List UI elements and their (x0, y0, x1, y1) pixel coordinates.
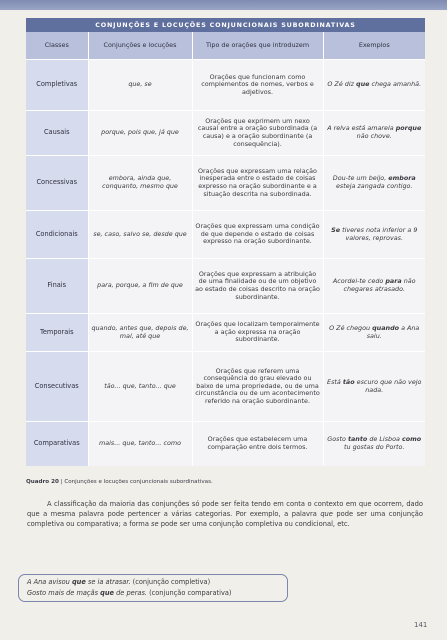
conjunction-cell: quando, antes que, depois de, mal, até que (88, 314, 192, 352)
table-grid (26, 32, 425, 466)
conjunction-cell: para, porque, a fim de que (88, 259, 192, 314)
table-row (26, 156, 425, 211)
example-cell: Dou-te um beijo, embora esteja zangada contigo. (323, 156, 425, 211)
class-cell: Condicionais (26, 211, 88, 259)
page-number: 141 (414, 621, 428, 629)
class-cell: Completivas (26, 60, 88, 111)
table-row (26, 211, 425, 259)
type-cell: Orações que funcionam como complementos de nomes, verbos e adjetivos. (192, 60, 323, 111)
conjunction-cell: tão... que, tanto... que (88, 352, 192, 422)
example-cell: Gosto tanto de Lisboa como tu gostas do Porto. (323, 422, 425, 466)
type-cell: Orações que expressam uma relação inesperada entre o estado de coisas expresso na oração subordinante e a situação descrita na subordinada. (192, 156, 323, 211)
conjunction-cell: embora, ainda que, conquanto, mesmo que (88, 156, 192, 211)
example-cell: Está tão escuro que não vejo nada. (323, 352, 425, 422)
class-cell: Causais (26, 111, 88, 156)
class-cell: Consecutivas (26, 352, 88, 422)
example-cell: A relva está amarela porque não chove. (323, 111, 425, 156)
class-cell: Comparativas (26, 422, 88, 466)
example-cell: O Zé diz que chega amanhã. (323, 60, 425, 111)
table-header-row (26, 32, 425, 60)
conjunction-cell: que, se (88, 60, 192, 111)
caption-label: Quadro 20 (26, 479, 59, 485)
table-row (26, 111, 425, 156)
type-cell: Orações que expressam uma condição de que depende o estado de coisas expresso na oração subordinante. (192, 211, 323, 259)
table-row (26, 422, 425, 466)
header-classes: Classes (26, 32, 88, 60)
class-cell: Concessivas (26, 156, 88, 211)
conjunctions-table (26, 18, 425, 466)
type-cell: Orações que exprimem um nexo causal entre a oração subordinada (a causa) e a oração subordinante (a consequência). (192, 111, 323, 156)
examples-box (18, 574, 288, 602)
body-paragraph: A classificação da maioria das conjunções só pode ser feita tendo em conta o contexto em que ocorrem, dado que a mesma palavra pode pertencer a várias categorias. Por exemplo, a palavra que pode ser uma conjunção completiva ou comparativa; a forma se pode ser uma conjunção completiva ou condicional, etc. (27, 500, 423, 528)
table-row (26, 352, 425, 422)
header-exemplos: Exemplos (323, 32, 425, 60)
header-tipo: Tipo de orações que introduzem (192, 32, 323, 60)
table-row (26, 259, 425, 314)
table-caption: Quadro 20 | Conjunções e locuções conjuncionais subordinativas. (26, 479, 213, 485)
header-conjuncoes: Conjunções e locuções (88, 32, 192, 60)
header-strip (0, 0, 447, 10)
example-cell: Acordei-te cedo para não chegares atrasado. (323, 259, 425, 314)
conjunction-cell: mais... que, tanto... como (88, 422, 192, 466)
conjunction-cell: se, caso, salvo se, desde que (88, 211, 192, 259)
caption-text: Conjunções e locuções conjuncionais subordinativas. (64, 479, 213, 485)
type-cell: Orações que referem uma consequência do grau elevado ou baixo de uma propriedade, ou de uma circunstância ou de um acontecimento referido na oração subordinante. (192, 352, 323, 422)
type-cell: Orações que localizam temporalmente a ação expressa na oração subordinante. (192, 314, 323, 352)
example-line: A Ana avisou que se ia atrasar. (conjunção completiva) (27, 578, 211, 586)
type-cell: Orações que expressam a atribuição de uma finalidade ou de um objetivo ao estado de coisas descrito na oração subordinante. (192, 259, 323, 314)
conjunction-cell: porque, pois que, já que (88, 111, 192, 156)
example-cell: Se tiveres nota inferior a 9 valores, reprovas. (323, 211, 425, 259)
table-title: CONJUNÇÕES E LOCUÇÕES CONJUNCIONAIS SUBORDINATIVAS (26, 18, 425, 32)
table-row (26, 60, 425, 111)
class-cell: Temporais (26, 314, 88, 352)
type-cell: Orações que estabelecem uma comparação entre dois termos. (192, 422, 323, 466)
table-row (26, 314, 425, 352)
example-line: Gosto mais de maçãs que de peras. (conjunção comparativa) (27, 589, 232, 597)
class-cell: Finais (26, 259, 88, 314)
example-cell: O Zé chegou quando a Ana saiu. (323, 314, 425, 352)
